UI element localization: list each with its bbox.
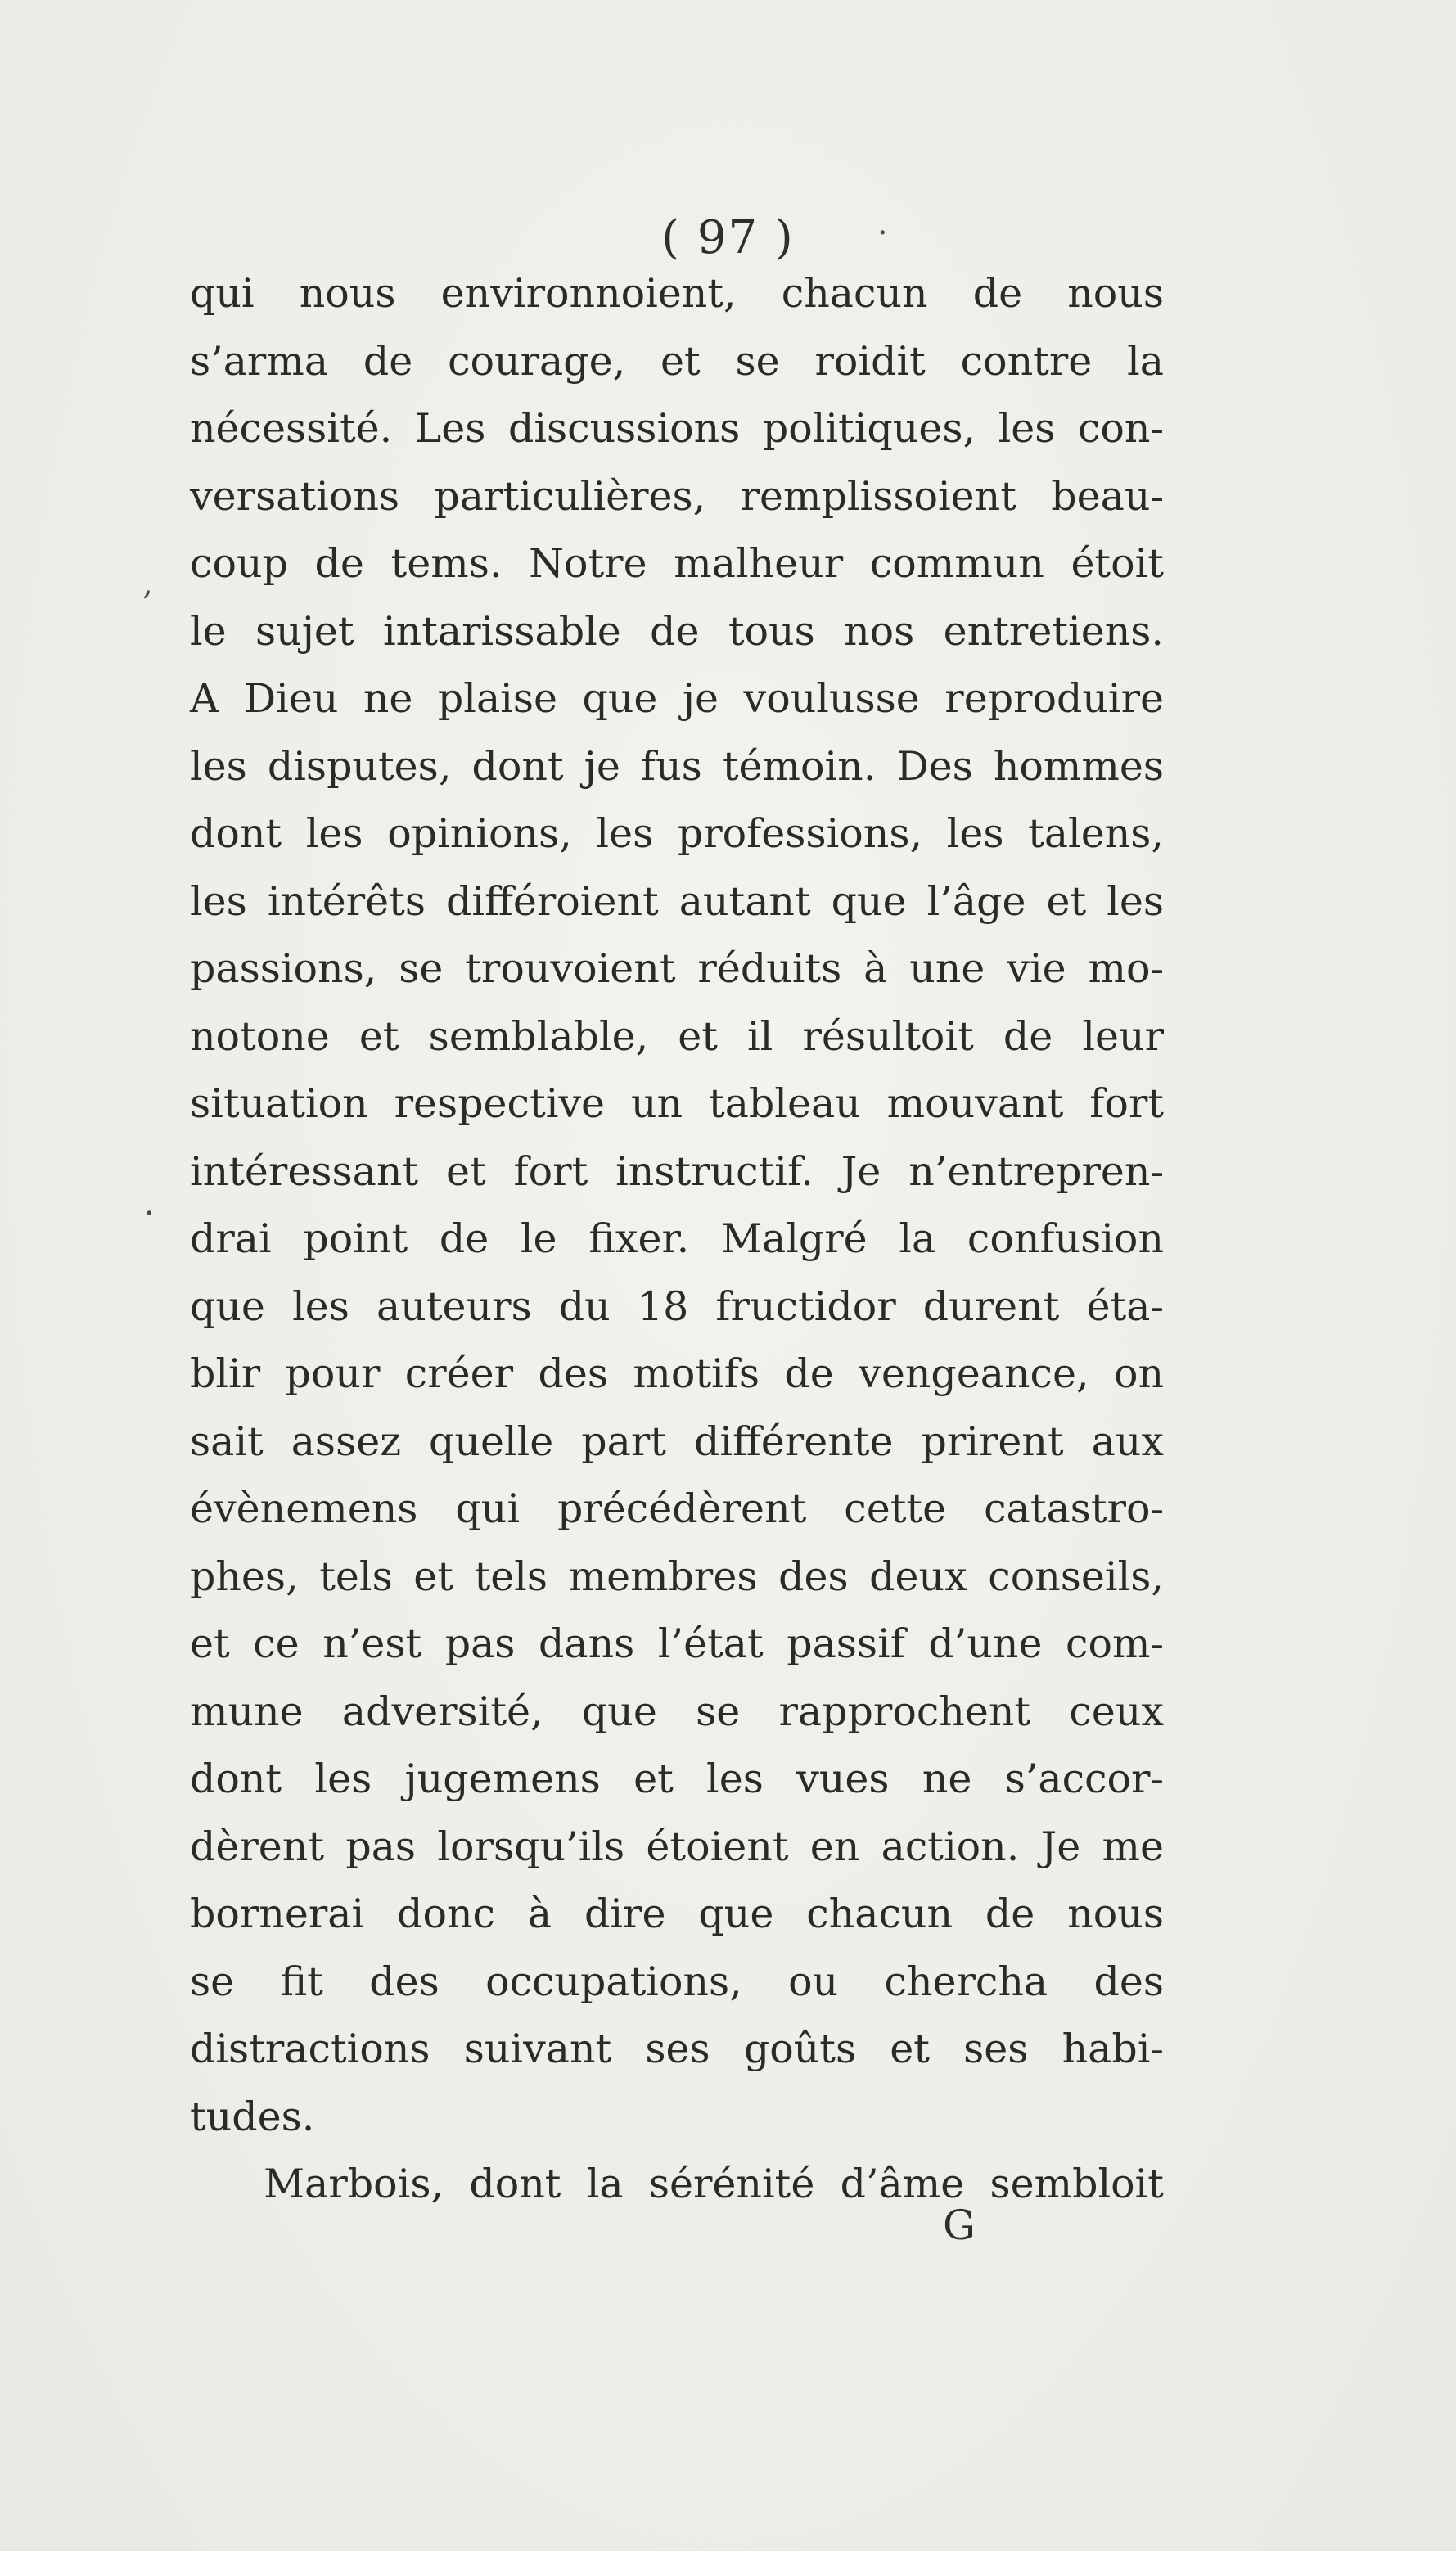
margin-mark: · — [877, 214, 888, 252]
text-line: phes, tels et tels membres des deux conseils, — [190, 1553, 1164, 1600]
text-line: distractions suivant ses goûts et ses habi- — [190, 2026, 1164, 2072]
text-line: se fit des occupations, ou chercha des — [190, 1958, 1164, 2005]
text-line: évènemens qui précédèrent cette catastro- — [190, 1485, 1164, 1532]
text-line: tudes. — [190, 2093, 315, 2140]
margin-mark: , — [142, 565, 153, 602]
text-line: qui nous environnoient, chacun de nous — [190, 270, 1164, 317]
text-line: versations particulières, remplissoient beau- — [190, 472, 1164, 520]
text-line: les intérêts différoient autant que l’âge et les — [190, 877, 1164, 925]
body-text — [190, 260, 1164, 2219]
text-line: dont les opinions, les professions, les talens, — [190, 810, 1164, 857]
text-line: sait assez quelle part différente prirent aux — [190, 1417, 1164, 1465]
text-line: s’arma de courage, et se roidit contre la — [190, 337, 1164, 385]
text-line: le sujet intarissable de tous nos entretiens. — [190, 607, 1164, 655]
text-line: A Dieu ne plaise que je voulusse reproduire — [190, 675, 1164, 722]
text-line: nécessité. Les discussions politiques, les con- — [190, 405, 1164, 452]
text-line: les disputes, dont je fus témoin. Des hommes — [190, 742, 1164, 790]
signature-mark: G — [943, 2202, 976, 2249]
text-line: et ce n’est pas dans l’état passif d’une com- — [190, 1620, 1164, 1667]
text-line-paragraph-start: Marbois, dont la sérénité d’âme sembloit — [264, 2161, 1164, 2207]
text-line: situation respective un tableau mouvant fort — [190, 1080, 1164, 1127]
text-line: dont les jugemens et les vues ne s’accor- — [190, 1756, 1164, 1802]
margin-mark: · — [144, 1195, 155, 1233]
text-line: coup de tems. Notre malheur commun étoit — [190, 540, 1164, 587]
text-line: dèrent pas lorsqu’ils étoient en action. Je me — [190, 1823, 1164, 1870]
text-line: que les auteurs du 18 fructidor durent éta- — [190, 1282, 1164, 1330]
text-line: intéressant et fort instructif. Je n’entrepren- — [190, 1147, 1164, 1195]
text-line: passions, se trouvoient réduits à une vie mo- — [190, 945, 1164, 992]
text-line: drai point de le fixer. Malgré la confusion — [190, 1215, 1164, 1262]
text-line: bornerai donc à dire que chacun de nous — [190, 1891, 1164, 1937]
page-number: ( 97 ) — [661, 211, 795, 264]
text-line: notone et semblable, et il résultoit de leur — [190, 1012, 1164, 1060]
text-line: mune adversité, que se rapprochent ceux — [190, 1688, 1164, 1735]
text-line: blir pour créer des motifs de vengeance, on — [190, 1350, 1164, 1397]
